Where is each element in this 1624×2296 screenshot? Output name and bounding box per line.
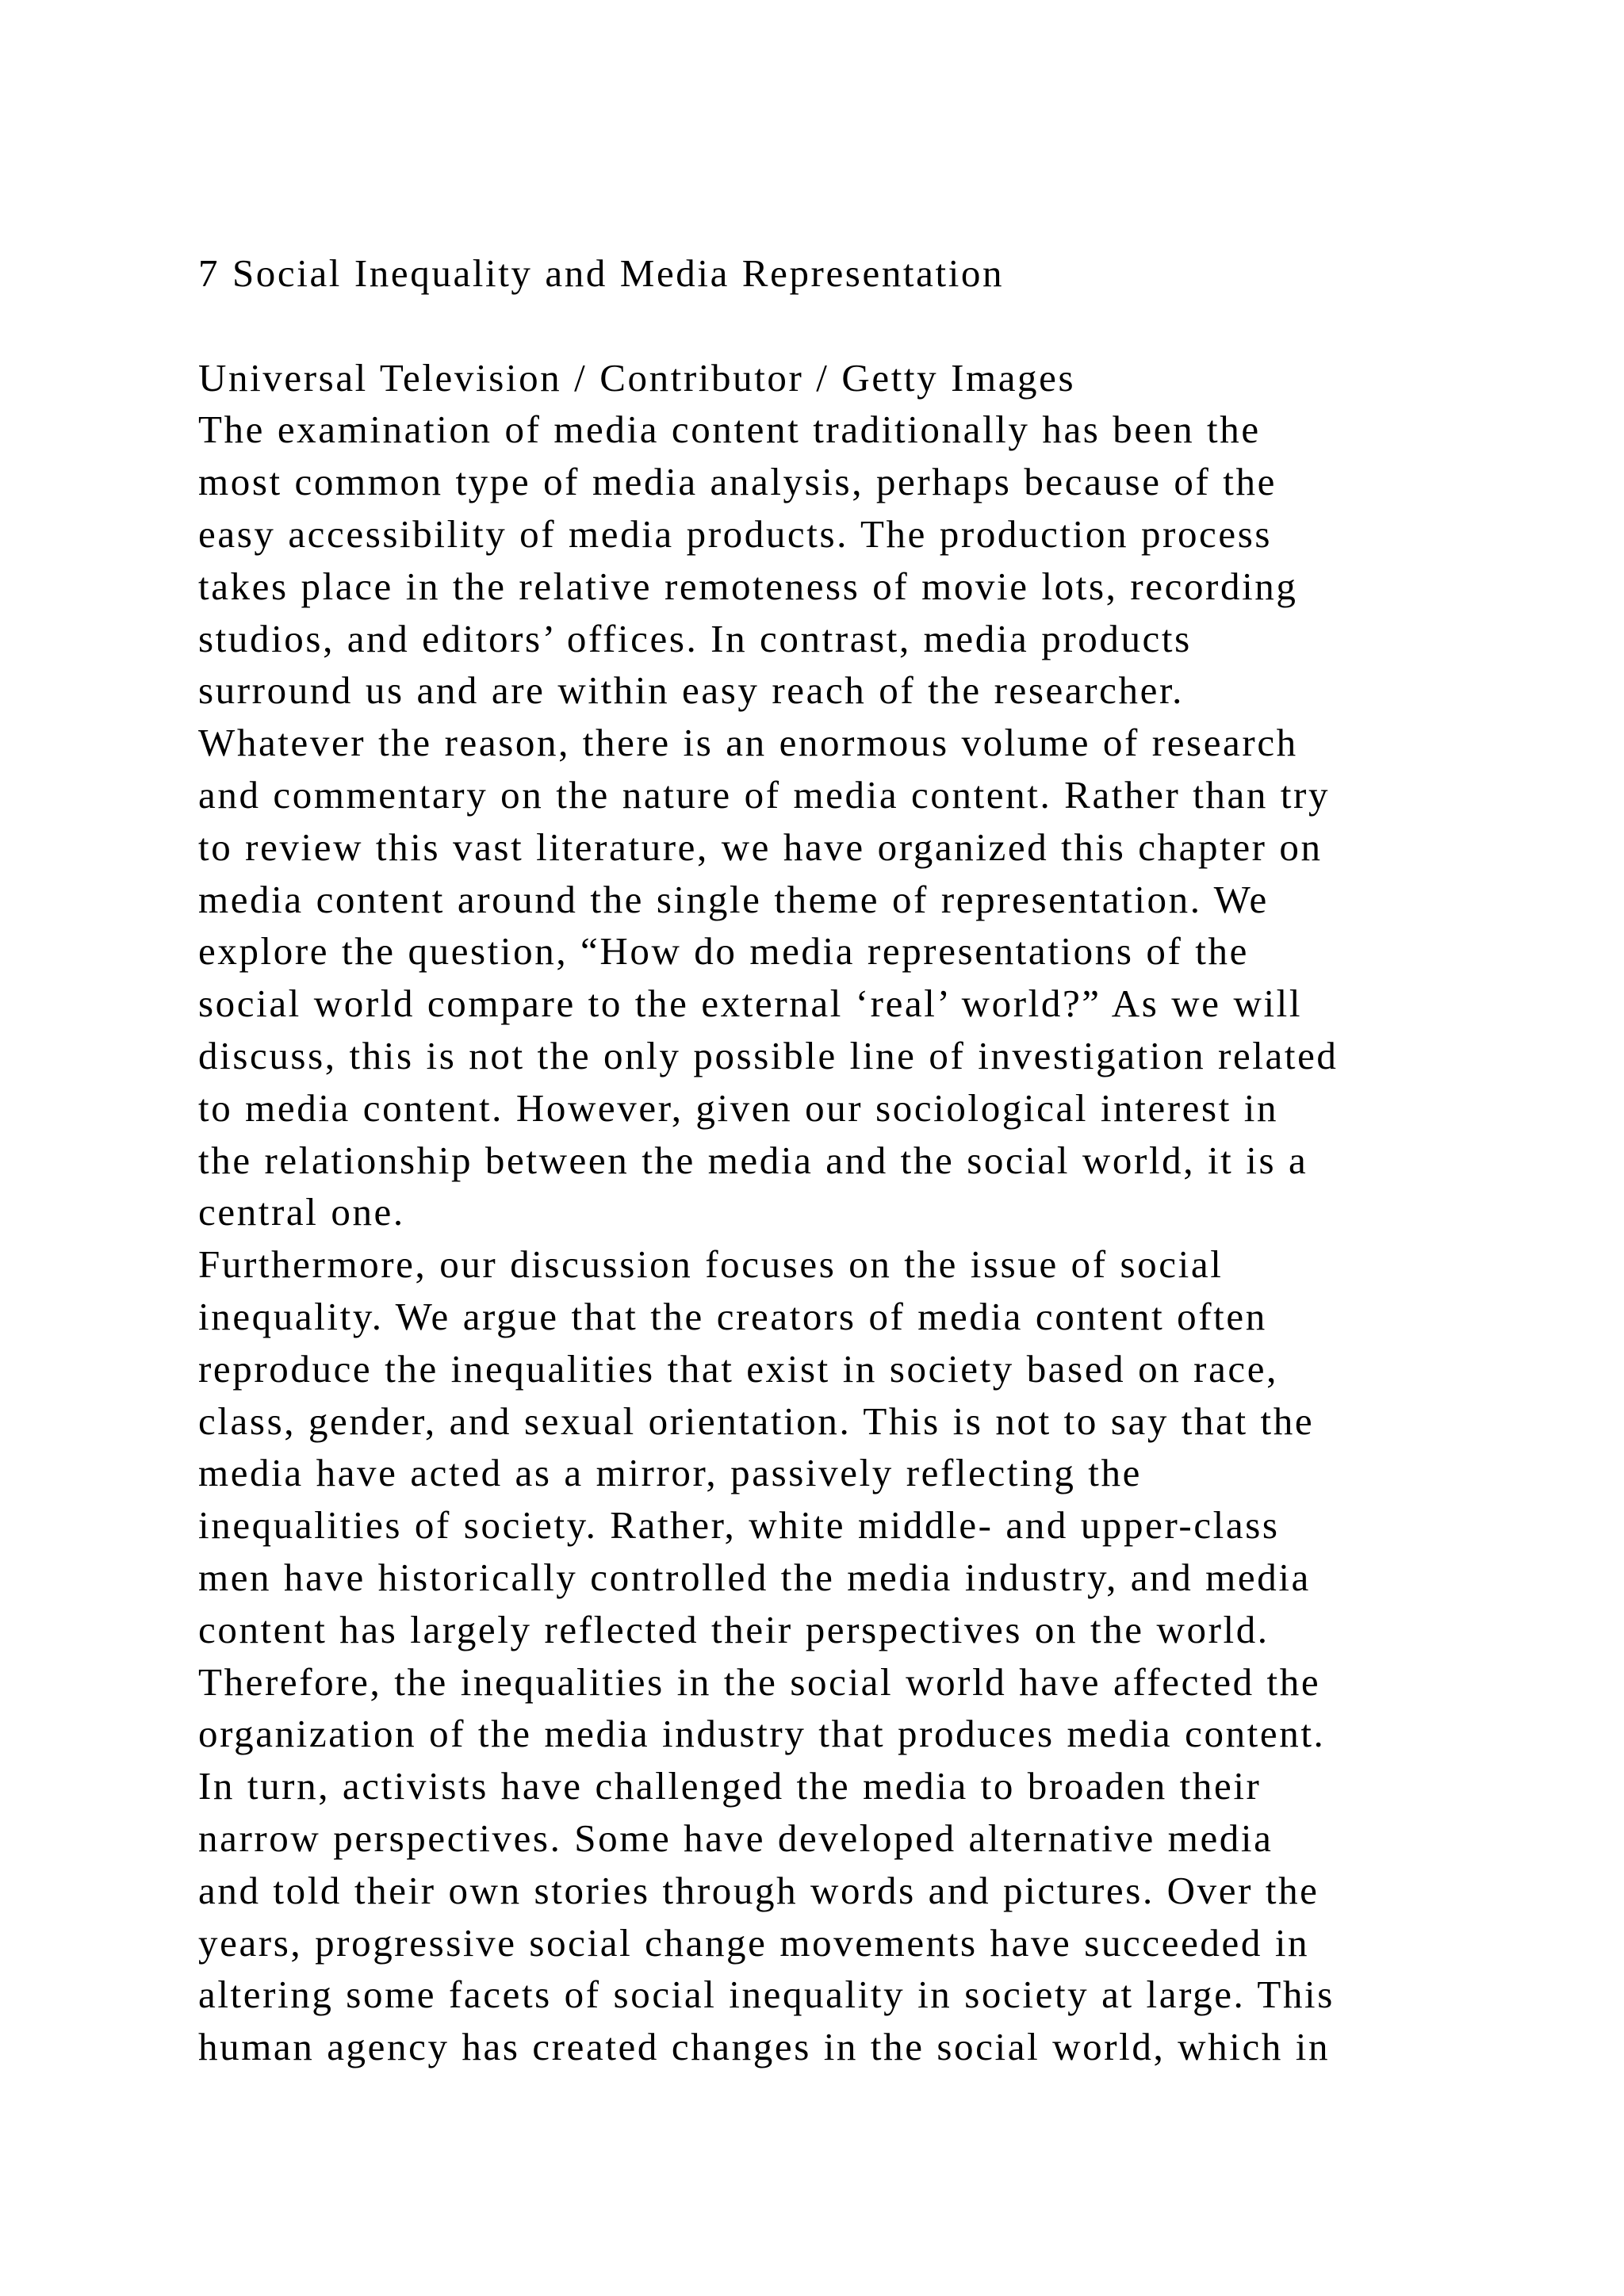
blank-line xyxy=(198,300,1546,352)
text-line: the relationship between the media and the social world, it is a xyxy=(198,1138,1308,1182)
text-line: takes place in the relative remoteness of movie lots, recording xyxy=(198,564,1298,608)
body-text xyxy=(198,404,1546,2073)
text-line: explore the question, “How do media representations of the xyxy=(198,929,1249,974)
text-line: most common type of media analysis, perhaps because of the xyxy=(198,460,1277,504)
text-line: to media content. However, given our sociological interest in xyxy=(198,1085,1279,1130)
text-line: media have acted as a mirror, passively reflecting the xyxy=(198,1451,1142,1495)
text-line: class, gender, and sexual orientation. This is not to say that the xyxy=(198,1399,1315,1443)
text-line: Whatever the reason, there is an enormous volume of research xyxy=(198,721,1298,765)
text-line: studios, and editors’ offices. In contrast, media products xyxy=(198,616,1192,660)
text-line: Therefore, the inequalities in the social world have affected the xyxy=(198,1659,1321,1704)
text-line: altering some facets of social inequality in society at large. This xyxy=(198,1973,1335,2017)
text-line: content has largely reflected their perspectives on the world. xyxy=(198,1607,1270,1651)
text-line: central one. xyxy=(198,1190,405,1234)
text-line: and commentary on the nature of media content. Rather than try xyxy=(198,772,1331,817)
text-line: men have historically controlled the media industry, and media xyxy=(198,1555,1311,1599)
text-line: inequality. We argue that the creators of media content often xyxy=(198,1294,1267,1338)
text-line: The examination of media content traditionally has been the xyxy=(198,408,1261,452)
chapter-title: 7 Social Inequality and Media Representation xyxy=(198,251,1005,295)
document-body xyxy=(198,247,1546,2073)
text-line: to review this vast literature, we have organized this chapter on xyxy=(198,825,1323,869)
text-line: human agency has created changes in the social world, which in xyxy=(198,2025,1331,2069)
image-credit: Universal Television / Contributor / Getty Images xyxy=(198,355,1076,400)
text-line: organization of the media industry that produces media content. xyxy=(198,1712,1326,1756)
text-line: surround us and are within easy reach of the researcher. xyxy=(198,668,1185,713)
text-line: reproduce the inequalities that exist in society based on race, xyxy=(198,1346,1278,1391)
text-line: inequalities of society. Rather, white middle- and upper-class xyxy=(198,1503,1280,1548)
text-line: years, progressive social change movements have succeeded in xyxy=(198,1920,1310,1965)
text-line: In turn, activists have challenged the media to broaden their xyxy=(198,1764,1262,1808)
text-line: discuss, this is not the only possible line of investigation related xyxy=(198,1033,1339,1077)
text-line: social world compare to the external ‘real’ world?” As we will xyxy=(198,982,1303,1026)
text-line: narrow perspectives. Some have developed alternative media xyxy=(198,1816,1274,1860)
text-line: and told their own stories through words and pictures. Over the xyxy=(198,1868,1320,1912)
text-line: Furthermore, our discussion focuses on the issue of social xyxy=(198,1242,1224,1287)
text-line: easy accessibility of media products. The production process xyxy=(198,511,1273,556)
text-line: media content around the single theme of representation. We xyxy=(198,877,1269,921)
